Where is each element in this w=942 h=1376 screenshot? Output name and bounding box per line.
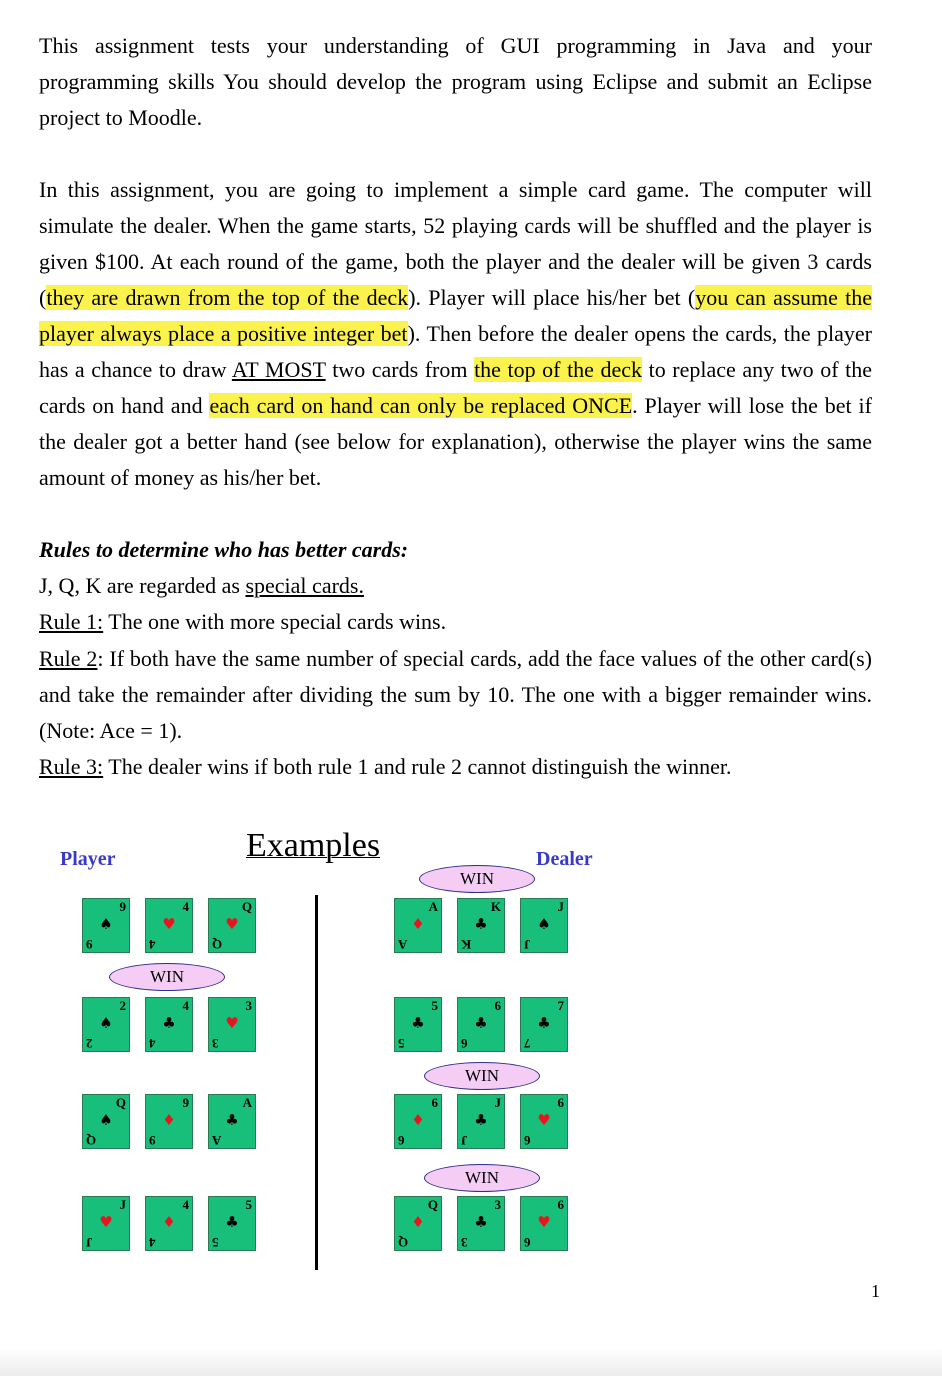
desc-text-3: ). Then before the dealer opens the cards, the player has a chance to draw <box>39 321 873 382</box>
dealer-card <box>457 1094 505 1149</box>
card-rank-inverted: 6 <box>398 1133 405 1148</box>
card-rank-inverted: Q <box>398 1235 409 1250</box>
dealer-card <box>394 898 442 953</box>
special-cards-line <box>39 568 872 604</box>
card-rank-inverted: A <box>398 937 408 952</box>
card-suit-icon: ♣ <box>537 1014 551 1032</box>
card-suit-icon: ♥ <box>537 1213 551 1231</box>
dealer-card <box>520 1196 568 1251</box>
rule-2 <box>39 641 872 749</box>
dealer-win-badge: WIN <box>424 1164 540 1192</box>
card-suit-icon: ♥ <box>99 1213 113 1231</box>
rules-section <box>39 532 872 785</box>
rule-3-text: The dealer wins if both rule 1 and rule 2 cannot distinguish the winner. <box>103 754 732 779</box>
card-rank: 3 <box>494 1197 501 1212</box>
card-suit-icon: ♥ <box>537 1111 551 1129</box>
card-rank: 2 <box>119 998 126 1013</box>
card-suit-icon: ♠ <box>99 1014 113 1032</box>
rule-3-label: Rule 3: <box>39 754 104 779</box>
card-rank-inverted: J <box>461 1133 468 1148</box>
card-rank-inverted: Q <box>86 1133 97 1148</box>
card-suit-icon: ♣ <box>162 1014 176 1032</box>
card-rank-inverted: K <box>461 937 472 952</box>
examples-title: Examples <box>246 827 381 864</box>
card-rank: 4 <box>182 1197 189 1212</box>
card-rank: 9 <box>182 1095 189 1110</box>
card-rank: 6 <box>431 1095 438 1110</box>
intro-paragraph: This assignment tests your understanding of GUI programming in Java and your programming skills You should develop the program using Eclipse and submit an Eclipse project to Moodle. <box>39 33 872 130</box>
card-rank-inverted: 9 <box>149 1133 156 1148</box>
player-card <box>82 1094 130 1149</box>
desc-text-6: . Player will lose the bet if the dealer got a better hand (see below for explanation), otherwise the player wins the same amount of money as his/her bet. <box>39 393 872 490</box>
card-rank: J <box>494 1095 501 1110</box>
card-suit-icon: ♥ <box>162 915 176 933</box>
highlight-positive-bet: you can assume the player always place a positive integer bet <box>39 285 873 346</box>
dealer-card <box>394 1094 442 1149</box>
card-suit-icon: ♦ <box>162 1213 176 1231</box>
desc-text-4: two cards from <box>325 357 475 382</box>
rule-2-text: : If both have the same number of special cards, add the face values of the other card(s) and take the remainder after dividing the sum by 10. The one with a bigger remainder wins. (Note: Ace = 1). <box>39 646 872 743</box>
card-rank-inverted: 6 <box>461 1036 468 1051</box>
card-suit-icon: ♣ <box>474 1014 488 1032</box>
card-rank-inverted: 6 <box>524 1235 531 1250</box>
dealer-card <box>457 1196 505 1251</box>
rules-title: Rules to determine who has better cards: <box>39 537 409 562</box>
card-rank: 7 <box>557 998 564 1013</box>
card-rank: A <box>428 899 438 914</box>
card-rank-inverted: J <box>524 937 531 952</box>
rule-3 <box>39 749 872 785</box>
desc-text-5: to replace any two of the cards on hand and <box>39 357 872 418</box>
card-rank: J <box>119 1197 126 1212</box>
card-rank: 4 <box>182 899 189 914</box>
player-card <box>145 1094 193 1149</box>
dealer-card <box>520 997 568 1052</box>
card-rank: 5 <box>431 998 438 1013</box>
card-suit-icon: ♥ <box>225 1014 239 1032</box>
card-rank-inverted: 7 <box>524 1036 531 1051</box>
card-rank-inverted: 4 <box>149 1235 156 1250</box>
card-suit-icon: ♣ <box>411 1014 425 1032</box>
dealer-win-badge: WIN <box>419 865 535 893</box>
card-suit-icon: ♥ <box>225 915 239 933</box>
dealer-card <box>394 1196 442 1251</box>
rule-1 <box>39 604 872 640</box>
card-rank: Q <box>115 1095 126 1110</box>
player-card <box>82 997 130 1052</box>
highlight-top-of-deck-2: the top of the deck <box>474 357 643 382</box>
player-card <box>208 997 256 1052</box>
card-suit-icon: ♦ <box>411 1213 425 1231</box>
card-rank: 6 <box>494 998 501 1013</box>
player-card <box>208 1094 256 1149</box>
player-card <box>145 898 193 953</box>
card-suit-icon: ♠ <box>99 1111 113 1129</box>
card-rank: 3 <box>245 998 252 1013</box>
player-win-badge: WIN <box>109 963 225 991</box>
card-rank: Q <box>241 899 252 914</box>
card-suit-icon: ♦ <box>411 915 425 933</box>
rule-1-label: Rule 1: <box>39 609 104 634</box>
card-rank-inverted: 3 <box>212 1036 219 1051</box>
card-rank-inverted: 5 <box>212 1235 219 1250</box>
examples-divider <box>315 895 318 1270</box>
card-suit-icon: ♦ <box>162 1111 176 1129</box>
player-card <box>145 1196 193 1251</box>
dealer-card <box>394 997 442 1052</box>
card-rank: 9 <box>119 899 126 914</box>
card-suit-icon: ♣ <box>474 1213 488 1231</box>
card-rank: Q <box>427 1197 438 1212</box>
card-rank-inverted: 4 <box>149 937 156 952</box>
card-rank: 6 <box>557 1197 564 1212</box>
card-rank-inverted: 3 <box>461 1235 468 1250</box>
dealer-win-badge: WIN <box>424 1062 540 1090</box>
card-rank: 6 <box>557 1095 564 1110</box>
page-bottom-edge <box>0 1348 942 1376</box>
highlight-top-of-deck: they are drawn from the top of the deck <box>46 285 409 310</box>
special-cards-term: special cards. <box>245 573 364 598</box>
dealer-label: Dealer <box>536 848 593 870</box>
dealer-card <box>457 997 505 1052</box>
player-card <box>208 1196 256 1251</box>
card-rank: J <box>557 899 564 914</box>
player-card <box>82 898 130 953</box>
player-label: Player <box>60 848 116 870</box>
assignment-description <box>39 172 872 496</box>
special-prefix: J, Q, K are regarded as <box>39 573 246 598</box>
highlight-replaced-once: each card on hand can only be replaced ONCE <box>209 393 633 418</box>
card-suit-icon: ♣ <box>225 1213 239 1231</box>
card-rank-inverted: 5 <box>398 1036 405 1051</box>
desc-text-2: ). Player will place his/her bet ( <box>408 285 696 310</box>
card-rank: 5 <box>245 1197 252 1212</box>
page-number: 1 <box>871 1281 880 1301</box>
card-suit-icon: ♣ <box>474 1111 488 1129</box>
dealer-card <box>520 898 568 953</box>
card-suit-icon: ♣ <box>225 1111 239 1129</box>
at-most-underlined: AT MOST <box>231 357 326 382</box>
player-card <box>82 1196 130 1251</box>
card-rank-inverted: Q <box>212 937 223 952</box>
card-rank-inverted: 4 <box>149 1036 156 1051</box>
card-suit-icon: ♠ <box>99 915 113 933</box>
player-card <box>208 898 256 953</box>
card-suit-icon: ♦ <box>411 1111 425 1129</box>
card-rank-inverted: 9 <box>86 937 93 952</box>
card-suit-icon: ♠ <box>537 915 551 933</box>
card-rank-inverted: 6 <box>524 1133 531 1148</box>
card-suit-icon: ♣ <box>474 915 488 933</box>
card-rank: A <box>242 1095 252 1110</box>
dealer-card <box>457 898 505 953</box>
rule-2-label: Rule 2 <box>39 646 98 671</box>
card-rank: K <box>490 899 501 914</box>
card-rank-inverted: J <box>86 1235 93 1250</box>
card-rank-inverted: A <box>212 1133 222 1148</box>
rule-1-text: The one with more special cards wins. <box>103 609 447 634</box>
desc-text-1: In this assignment, you are going to implement a simple card game. The computer will simulate the dealer. When the game starts, 52 playing cards will be shuffled and the player is given $100. At each round of the game, both the player and the dealer will be given 3 cards ( <box>39 177 872 310</box>
card-rank: 4 <box>182 998 189 1013</box>
card-rank-inverted: 2 <box>86 1036 93 1051</box>
player-card <box>145 997 193 1052</box>
dealer-card <box>520 1094 568 1149</box>
